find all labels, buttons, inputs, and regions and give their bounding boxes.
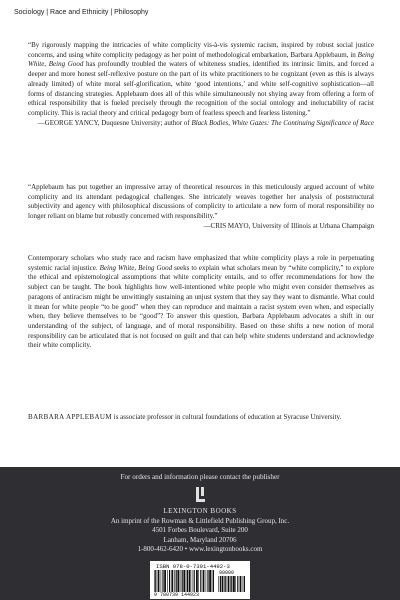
author-bio — [28, 413, 374, 423]
barcode-bar — [194, 570, 195, 592]
barcode-bar — [158, 570, 160, 592]
quote-attribution: —CRIS MAYO, University of Illinois at Urbana Champaign — [203, 221, 374, 230]
barcode-bar — [183, 570, 185, 592]
barcode-bar — [235, 576, 236, 592]
barcode-bar — [225, 576, 226, 592]
subject-categories: Sociology | Race and Ethnicity | Philosophy — [14, 9, 149, 16]
barcode-bar — [243, 576, 244, 592]
book-title-italic: Being White, Being Good — [99, 263, 173, 272]
barcode-bar — [180, 570, 181, 592]
barcode-bar — [231, 576, 232, 592]
quote-attribution: —GEORGE YANCY, Duquesne University; author of Black Bodies, White Gazes: The Continuing Significance of Race — [37, 118, 374, 127]
barcode-bar — [162, 570, 163, 592]
quote-text: has profoundly troubled the waters of whiteness studies, identified its intrinsic limits, and forced a deeper and more honest self-reflexive posture on the part of its white practitioners to be cognizant (even as this is always already limited) of white moral self-glorification, white ‘good intentions,’ and white self-cognitive sophistication—all forms of distancing strategies. Applebaum does all of this while simultaneously not shying away from offering a form of ethical responsibility that is fueled precisely through the recognition of the social ontology and ineluctability of racist complicity. This is racial theory and critical pedagogy born of fearless speech and fearless listening.” — [28, 60, 375, 117]
publisher-name: LEXINGTON BOOKS — [163, 507, 237, 515]
barcode-bar — [174, 570, 175, 592]
barcode-bar — [155, 570, 156, 592]
barcode-bar — [167, 570, 168, 592]
publisher-address-line1: 4501 Forbes Boulevard, Suite 200 — [152, 526, 248, 535]
barcode-bar — [228, 576, 230, 592]
barcode-bar — [187, 570, 188, 592]
barcode-bar — [161, 570, 162, 592]
barcode-bar — [196, 570, 198, 592]
barcode-bar — [198, 570, 199, 592]
isbn-barcode — [150, 561, 250, 599]
publisher-address-block — [0, 507, 400, 555]
barcode-bar — [244, 576, 245, 592]
quote-text: “By rigorously mapping the intricacies of white complicity vis-à-vis systemic racism, inspired by robust social justice concerns, and using white complicity pedagogy as her point of methodological embarkation, Barbara Applebaum, in — [28, 41, 374, 59]
ean-barcode-bars — [154, 570, 216, 592]
publisher-address-line2: Lanham, Maryland 20706 — [163, 535, 237, 544]
quote-text: “Applebaum has put together an impressive array of theoretical resources in this meticulously argued account of white complicity and its attendant pedagogical challenges. She intricately weaves together her analysis of poststructural subjectivity and agency with philosophical discussions of complicity to articulate a new form of moral responsibility no longer reliant on blame but robustly concerned with responsibility.” — [28, 183, 374, 221]
barcode-bar — [209, 570, 211, 592]
barcode-bar — [237, 576, 238, 592]
barcode-bar — [192, 570, 193, 592]
publisher-contact: 1-800-462-6420 • www.lexingtonbooks.com — [137, 545, 263, 554]
author-bio-text: is associate professor in cultural foundations of education at Syracuse University. — [112, 413, 342, 421]
barcode-bar — [182, 570, 183, 592]
barcode-bar — [207, 570, 208, 592]
publisher-footer — [0, 467, 400, 600]
barcode-bar — [240, 576, 242, 592]
barcode-bar — [224, 576, 225, 592]
publisher-imprint: An imprint of the Rowman & Littlefield Publishing Group, Inc. — [110, 516, 290, 525]
barcode-bar — [177, 570, 179, 592]
barcode-bar — [154, 570, 155, 592]
barcode-bar — [218, 576, 219, 592]
barcode-bar — [171, 570, 173, 592]
barcode-bar — [206, 570, 207, 592]
barcode-bar — [230, 576, 231, 592]
isbn-label: ISBN 978-0-7391-4492-3 — [156, 563, 230, 570]
barcode-bar — [233, 576, 235, 592]
barcode-bar — [186, 570, 187, 592]
endorsement-quote-mayo — [28, 183, 374, 232]
barcode-number: 9 780739 144923 — [154, 592, 200, 598]
barcode-bar — [222, 576, 224, 592]
book-description: Contemporary scholars who study race and racism have emphasized that white complicity plays a role in perpetuating systemic racial injustice. Being White, Being Good seeks to explain what scholars mean by “white complicity,” to explore the ethical and epistemological assumptions that white complicity entails, and to offer recommendations for how the subject can be taught. The book highlights how well-intentioned white people who might even consider themselves as paragons of antiracism might be unwittingly sustaining an unjust system that they say they want to dismantle. What could it mean for white people “to be good” when they can reproduce and maintain a racist system even when, and especially when, they believe themselves to be “good”? To answer this question, Barbara Applebaum advocates a shift in our understanding of the subject, of language, and of moral responsibility. Based on these shifts a new notion of moral responsibility can be articulated that is not focused on guilt and that can help white students understand and acknowledge their white complicity. — [28, 254, 374, 350]
price-code-label: 90000 — [219, 570, 235, 576]
barcode-bar — [169, 570, 170, 592]
author-name: BARBARA APPLEBAUM — [28, 413, 113, 421]
barcode-bar — [203, 570, 205, 592]
book-title-italic: Being White, Being Good — [28, 50, 374, 69]
barcode-bar — [213, 570, 214, 592]
barcode-bar — [189, 570, 191, 592]
publisher-logo-icon — [192, 486, 208, 506]
barcode-bar — [200, 570, 201, 592]
price-barcode-bars — [218, 576, 246, 592]
barcode-bar — [164, 570, 166, 592]
barcode-bar — [212, 570, 213, 592]
barcode-bar — [176, 570, 177, 592]
endorsement-quote-yancy — [28, 41, 374, 128]
barcode-bar — [220, 576, 221, 592]
order-info-line: For orders and information please contact the publisher — [120, 473, 280, 481]
